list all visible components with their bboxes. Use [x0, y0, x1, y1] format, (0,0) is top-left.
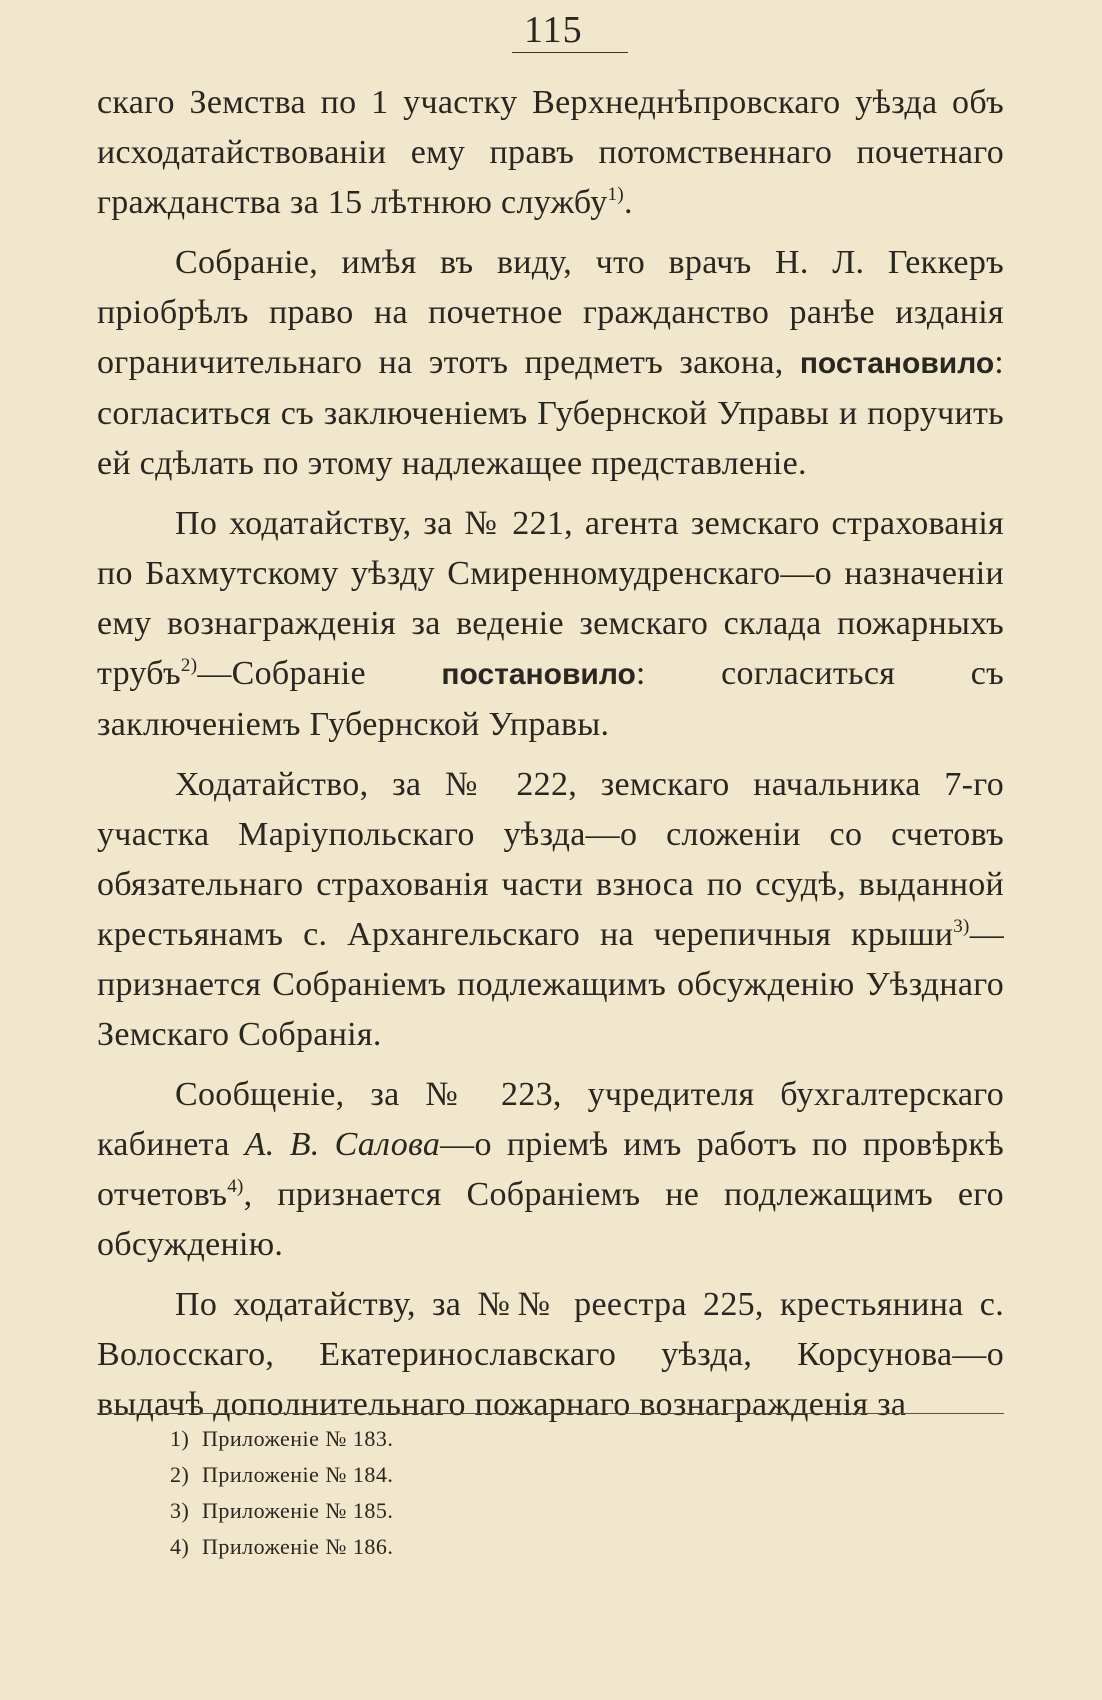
footnote-reference: 3)	[953, 916, 970, 937]
bold-text: постановило	[441, 658, 636, 691]
footnote-text: Приложеніе № 184.	[202, 1462, 394, 1487]
text-segment: скаго Земства по 1 участку Верхнеднѣпровскаго уѣзда объ исходатайствованіи ему правъ потомственнаго почетнаго гражданства за 15 лѣтнюю службу	[97, 84, 1004, 221]
footnote	[170, 1457, 393, 1493]
text-segment: .	[623, 184, 633, 221]
text-segment: : согласиться съ заключеніемъ Губернской Управы и поручить ей сдѣлать по этому надлежащее представленіе.	[97, 344, 1004, 482]
text-segment: Ходатайство, за № 222, земскаго начальника 7-го участка Маріупольскаго уѣзда—о сложеніи со счетовъ обязательнаго страхованія части взноса по ссудѣ, выданной крестьянамъ с. Архангельскаго на черепичныя крыши	[97, 766, 1004, 953]
text-segment: : согласиться съ заключеніемъ Губернской Управы.	[97, 655, 1004, 743]
footnotes	[170, 1421, 393, 1565]
bold-text: постановило	[799, 347, 995, 380]
paragraph	[97, 499, 1004, 750]
italic-text: А. В. Салова	[244, 1126, 441, 1163]
text-segment: —Собраніе	[197, 655, 442, 692]
footnote-text: Приложеніе № 183.	[202, 1426, 394, 1451]
footnote-reference: 1)	[607, 184, 624, 205]
footnote-reference: 4)	[227, 1176, 244, 1197]
body-text	[97, 78, 1004, 1440]
header-rule	[512, 52, 628, 53]
footnote-text: Приложеніе № 186.	[202, 1534, 394, 1559]
text-segment: —признается Собраніемъ подлежащимъ обсужденію Уѣзднаго Земскаго Собранія.	[97, 916, 1004, 1053]
footnote-marker: 3)	[170, 1498, 190, 1523]
page-number: 115	[524, 9, 583, 51]
paragraph	[97, 1070, 1004, 1270]
footnote	[170, 1529, 393, 1565]
footnote	[170, 1421, 393, 1457]
paragraph	[97, 1280, 1004, 1430]
footnote-marker: 1)	[170, 1426, 190, 1451]
footnote-divider	[97, 1413, 1004, 1414]
text-segment: По ходатайству, за №№ реестра 225, крестьянина с. Волосскаго, Екатеринославскаго уѣзда, Корсунова—о выдачѣ дополнительнаго пожарнаго вознагражденія за	[97, 1286, 1004, 1423]
paragraph	[97, 238, 1004, 489]
paragraph	[97, 78, 1004, 228]
text-segment: По ходатайству, за № 221, агента земскаго страхованія по Бахмутскому уѣзду Смиренномудренскаго—о назначеніи ему вознагражденія за веденіе земскаго склада пожарныхъ трубъ	[97, 505, 1004, 692]
footnote-reference: 2)	[180, 655, 198, 676]
text-segment: , признается Собраніемъ не подлежащимъ его обсужденію.	[97, 1176, 1004, 1263]
footnote-marker: 4)	[170, 1534, 190, 1559]
text-segment: Собраніе, имѣя въ виду, что врачъ Н. Л. Геккеръ пріобрѣлъ право на почетное гражданство ранѣе изданія ограничительнаго на этотъ предметъ закона,	[97, 244, 1004, 381]
text-segment: Сообщеніе, за № 223, учредителя бухгалтерскаго кабинета	[97, 1076, 1004, 1163]
footnote	[170, 1493, 393, 1529]
text-segment: —о пріемѣ имъ работъ по провѣркѣ отчетовъ	[97, 1126, 1004, 1213]
footnote-marker: 2)	[170, 1462, 190, 1487]
footnote-text: Приложеніе № 185.	[202, 1498, 394, 1523]
paragraph	[97, 760, 1004, 1060]
